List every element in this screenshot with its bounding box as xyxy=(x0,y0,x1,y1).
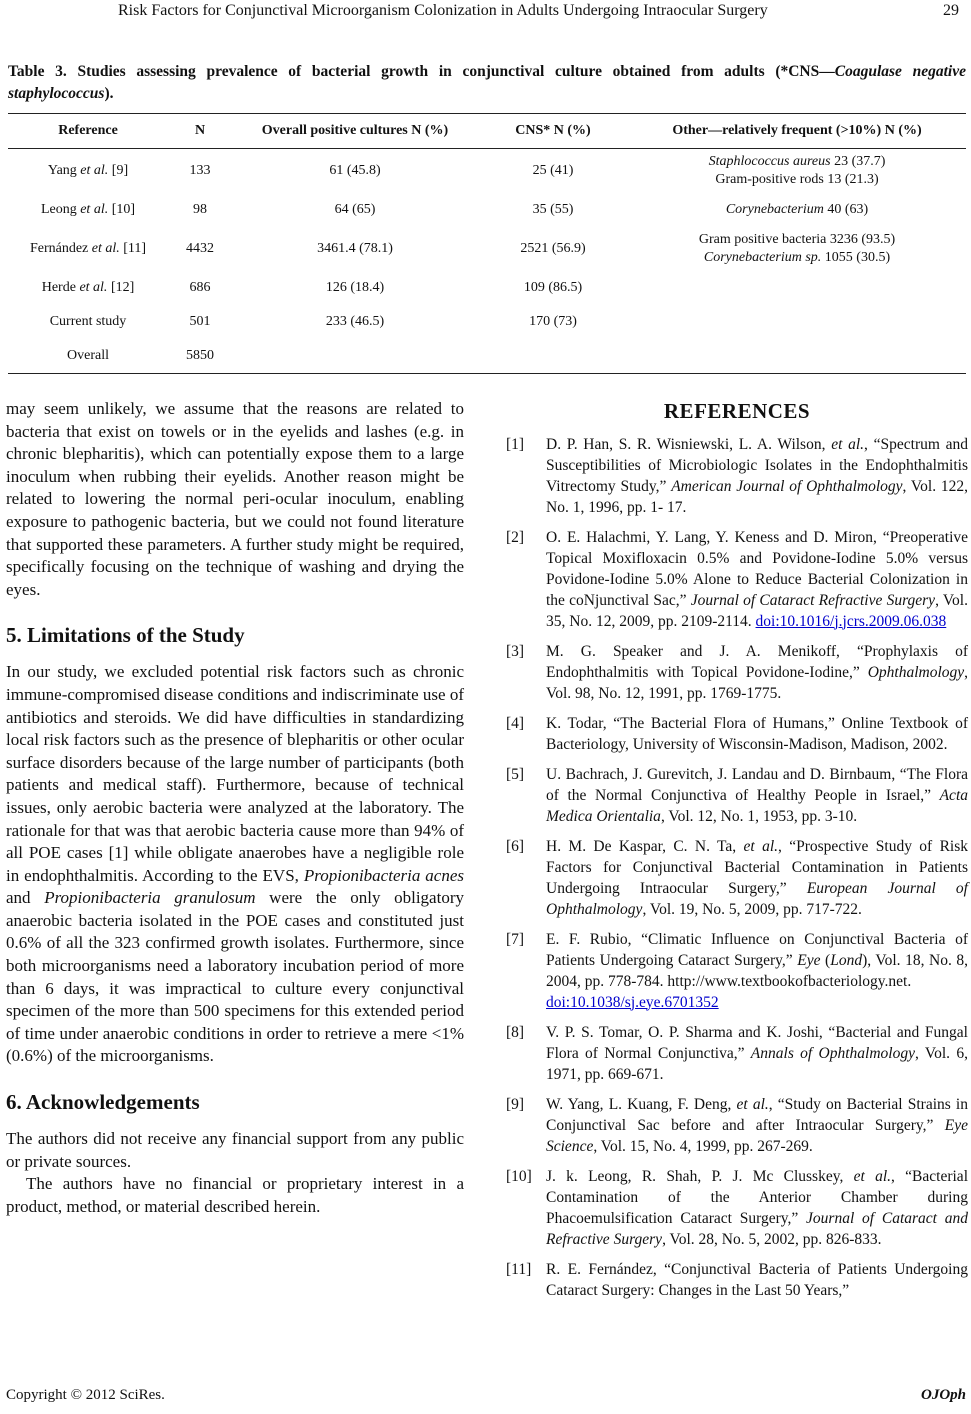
reference-text: E. F. Rubio, “Climatic Influence on Conjunctival Bacteria of Patients Undergoing Cataract Surgery,” xyxy=(546,930,968,969)
copyright: Copyright © 2012 SciRes. xyxy=(6,1387,165,1403)
reference-item xyxy=(506,1259,968,1301)
table-caption xyxy=(8,61,966,105)
cell-n: 5850 xyxy=(168,339,232,374)
reference-text: H. M. De Kaspar, C. N. Ta, xyxy=(546,837,744,855)
cell-reference: Yang et al. [9] xyxy=(47,163,129,178)
references-column xyxy=(506,398,968,1310)
cell-cns: 2521 (56.9) xyxy=(520,241,586,256)
reference-text: ( xyxy=(820,951,831,969)
table-row xyxy=(8,227,966,271)
reference-text: , “Study on Bacterial Strains in Conjunctival Sac before and after Intraocular Surgery,” xyxy=(546,1095,968,1134)
cell-reference: Fernández et al. [11] xyxy=(29,241,147,256)
cell-overall: 3461.4 (78.1) xyxy=(317,241,393,256)
reference-text: , “Bacterial Contamination of the Anterior Chamber during Phacoemulsification Cataract Surgery,” xyxy=(546,1167,968,1227)
header-reference: Reference xyxy=(8,114,168,149)
header-cns: CNS* N (%) xyxy=(478,114,628,149)
cell-overall: 61 (45.8) xyxy=(329,163,381,178)
cell-other: Corynebacterium 40 (63) xyxy=(725,202,869,217)
caption-end: ). xyxy=(104,85,114,102)
reference-text: et al. xyxy=(736,1095,769,1113)
reference-text: U. Bachrach, J. Gurevitch, J. Landau and D. Birnbaum, “The Flora of the Normal Conjunctiva of Healthy People in Israel,” xyxy=(546,765,968,804)
reference-text: Eye xyxy=(797,951,821,969)
reference-number: [10] xyxy=(506,1167,532,1185)
reference-text: , “Prospective Study of Risk Factors for Conjunctival Bacterial Contamination in Patients Undergoing Intraocular Surgery,” xyxy=(546,837,968,897)
section-heading-limitations: 5. Limitations of the Study xyxy=(6,623,245,648)
reference-number: [7] xyxy=(506,930,525,948)
reference-item xyxy=(506,1022,968,1085)
reference-number: [9] xyxy=(506,1095,525,1113)
header-n: N xyxy=(168,114,232,149)
caption-italic: Coagulase negative staphylococcus xyxy=(8,63,966,102)
reference-number: [11] xyxy=(506,1260,532,1278)
table-row xyxy=(8,305,966,339)
cell-cns: 25 (41) xyxy=(532,163,574,178)
doi-link[interactable]: doi:10.1038/sj.eye.6701352 xyxy=(546,993,719,1011)
cell-other xyxy=(628,339,966,374)
reference-text: et al. xyxy=(853,1167,892,1185)
reference-text: V. P. S. Tomar, O. P. Sharma and K. Joshi, “Bacterial and Fungal Flora of Normal Conjunctiva,” xyxy=(546,1023,968,1062)
cell-other: Staphlococcus aureus 23 (37.7) Gram-positive rods 13 (21.3) xyxy=(708,154,886,187)
reference-text: , Vol. 6, 1971, pp. 669-671. xyxy=(546,1044,968,1083)
table-row xyxy=(8,149,966,194)
table-row xyxy=(8,193,966,227)
reference-number: [6] xyxy=(506,837,525,855)
body-paragraph: The authors did not receive any financial support from any public or private sources. xyxy=(6,1129,464,1171)
reference-text: , Vol. 15, No. 4, 1999, pp. 267-269. xyxy=(593,1137,813,1155)
doi-link[interactable]: doi:10.1016/j.jcrs.2009.06.038 xyxy=(755,612,947,630)
references-title: REFERENCES xyxy=(663,399,811,423)
reference-item xyxy=(506,764,968,827)
reference-text: , Vol. 19, No. 5, 2009, pp. 717-722. xyxy=(642,900,862,918)
studies-table xyxy=(8,113,966,374)
reference-text: et al. xyxy=(831,435,865,453)
reference-item xyxy=(506,1094,968,1157)
reference-number: [8] xyxy=(506,1023,525,1041)
caption-lead: Table 3. Studies assessing prevalence of bacterial growth in conjunctival culture obtained from adults (*CNS xyxy=(8,63,820,80)
table-header-row xyxy=(8,114,966,149)
reference-item xyxy=(506,713,968,755)
reference-item xyxy=(506,836,968,920)
cell-n: 98 xyxy=(193,202,207,217)
body-paragraph: may seem unlikely, we assume that the reasons are related to bacteria that exist on towels or in the eyelids and lashes (e.g. in chronic blepharitis), which can potentially expose them to a large inoculum when rubbing their eyelids. Another reason might be related to lowering the normal peri-ocular inoculum, enabling exposure to pathogenic bacteria, but we could not found literature that supported these parameters. A further study might be required, specifically focusing on the technique of washing and drying the eyes. xyxy=(6,399,464,599)
cell-n: 133 xyxy=(189,163,211,178)
cell-reference: Herde et al. [12] xyxy=(41,280,135,295)
journal-abbrev: OJOph xyxy=(920,1387,966,1403)
cell-reference: Overall xyxy=(8,339,168,374)
reference-number: [3] xyxy=(506,642,525,660)
reference-text: Lond xyxy=(830,951,863,969)
reference-text: Annals of Ophthalmology xyxy=(750,1044,915,1062)
reference-number: [1] xyxy=(506,435,525,453)
cell-overall xyxy=(232,339,478,374)
page-footer xyxy=(6,1387,966,1404)
body-paragraph: The authors have no financial or proprietary interest in a product, method, or material described herein. xyxy=(6,1174,464,1216)
reference-text: W. Yang, L. Kuang, F. Deng, xyxy=(546,1095,737,1113)
left-column xyxy=(6,398,464,1218)
body-paragraph: In our study, we excluded potential risk factors such as chronic immune-compromised disease conditions and indiscriminate use of antibiotics and steroids. We did have difficulties in standardizing local risk factors such as the presence of blepharitis or other ocular surface disorders because of the large number of participants (both patients and medical staff). Furthermore, because of technical issues, only aerobic bacteria were analyzed at the laboratory. The rationale for that was that aerobic bacteria cause more than 94% of all POE cases [1] while obligate anaerobes have a negligible role in endophthalmitis. According to the EVS, Propionibacteria acnes and Propionibacteria granulosum were the only obligatory anaerobic bacteria isolated in the POE cases and constituted just 0.6% of all the 323 confirmed growth isolates. Furthermore, since both microorganisms need a laboratory incubation period of more than 6 days, it was impractical to culture every conjunctival specimen of the more than 500 specimens for this extended period of time under anaerobic conditions in order to retrieve a mere <1% (0.6%) of the microorganisms. xyxy=(6,662,464,1066)
reference-text: D. P. Han, S. R. Wisniewski, L. A. Wilson, xyxy=(546,435,832,453)
reference-text: , Vol. 35, No. 12, 2009, pp. 2109-2114. xyxy=(546,591,968,630)
table-row xyxy=(8,271,966,305)
reference-item xyxy=(506,434,968,518)
cell-reference: Current study xyxy=(49,314,127,329)
page-number: 29 xyxy=(943,2,959,19)
cell-other xyxy=(628,305,966,339)
reference-text: , Vol. 12, No. 1, 1953, pp. 3-10. xyxy=(660,807,858,825)
reference-text: , Vol. 28, No. 5, 2002, pp. 826-833. xyxy=(662,1230,882,1248)
reference-text: , Vol. 98, No. 12, 1991, pp. 1769-1775. xyxy=(546,663,968,702)
cell-overall: 64 (65) xyxy=(334,202,376,217)
reference-item xyxy=(506,1166,968,1250)
cell-overall: 233 (46.5) xyxy=(325,314,385,329)
reference-text: K. Todar, “The Bacterial Flora of Humans,” Online Textbook of Bacteriology, University of Wisconsin-Madison, Madison, 2002. xyxy=(546,714,968,753)
reference-text: R. E. Fernández, “Conjunctival Bacteria of Patients Undergoing Cataract Surgery: Changes in the Last 50 Years,” xyxy=(546,1260,968,1299)
reference-item xyxy=(506,929,968,1013)
cell-cns: 109 (86.5) xyxy=(523,280,583,295)
reference-text: O. E. Halachmi, Y. Lang, Y. Keness and D. Miron, “Preoperative Topical Moxifloxacin 0.5% and Povidone-Iodine 5.0% versus Povidone-Iodine 5.0% Alone to Reduce Bacterial Colonization in the coNjunctival Sac,” xyxy=(546,528,968,609)
table-row xyxy=(8,339,966,374)
cell-n: 4432 xyxy=(186,241,214,256)
reference-text: M. G. Speaker and J. A. Menikoff, “Prophylaxis of Endophthalmitis with Topical Povidone-Iodine,” xyxy=(546,642,968,681)
reference-text: American Journal of Ophthalmology xyxy=(671,477,903,495)
reference-item xyxy=(506,641,968,704)
reference-number: [2] xyxy=(506,528,525,546)
reference-number: [4] xyxy=(506,714,525,732)
reference-text: et al. xyxy=(743,837,779,855)
cell-cns xyxy=(478,339,628,374)
reference-text: European Journal of Ophthalmology xyxy=(546,879,968,918)
section-heading-acknowledgements: 6. Acknowledgements xyxy=(6,1090,200,1115)
reference-text: Journal of Cataract Refractive Surgery xyxy=(690,591,936,609)
reference-item xyxy=(506,527,968,632)
reference-text: Eye Science xyxy=(546,1116,968,1155)
running-title: Risk Factors for Conjunctival Microorganism Colonization in Adults Undergoing Intraocular Surgery xyxy=(118,2,768,19)
reference-list xyxy=(506,434,968,1301)
reference-text: Acta Medica Orientalia xyxy=(546,786,968,825)
reference-text: , “Spectrum and Susceptibilities of Microbiologic Isolates in the Endophthalmitis Vitrectomy Study,” xyxy=(546,435,969,495)
reference-text: Ophthalmology xyxy=(867,663,965,681)
header-overall: Overall positive cultures N (%) xyxy=(232,114,478,149)
reference-text: ), Vol. 18, No. 8, 2004, pp. 778-784. http://www.textbookofbacteriology.net. xyxy=(546,951,969,990)
cell-n: 501 xyxy=(189,314,211,329)
cell-cns: 170 (73) xyxy=(529,314,577,329)
reference-text: J. k. Leong, R. Shah, P. J. Mc Clusskey, xyxy=(546,1167,854,1185)
cell-cns: 35 (55) xyxy=(532,202,574,217)
cell-other: Gram positive bacteria 3236 (93.5) Corynebacterium sp. 1055 (30.5) xyxy=(698,232,896,265)
reference-number: [5] xyxy=(506,765,525,783)
cell-reference: Leong et al. [10] xyxy=(40,202,136,217)
cell-n: 686 xyxy=(189,280,211,295)
reference-text: Journal of Cataract and Refractive Surgery xyxy=(546,1209,968,1248)
cell-overall: 126 (18.4) xyxy=(325,280,385,295)
cell-other xyxy=(628,271,966,305)
header-other: Other—relatively frequent (>10%) N (%) xyxy=(628,114,966,149)
reference-text: , Vol. 122, No. 1, 1996, pp. 1- 17. xyxy=(546,477,968,516)
page-header xyxy=(0,2,971,24)
caption-dash: — xyxy=(819,63,835,80)
